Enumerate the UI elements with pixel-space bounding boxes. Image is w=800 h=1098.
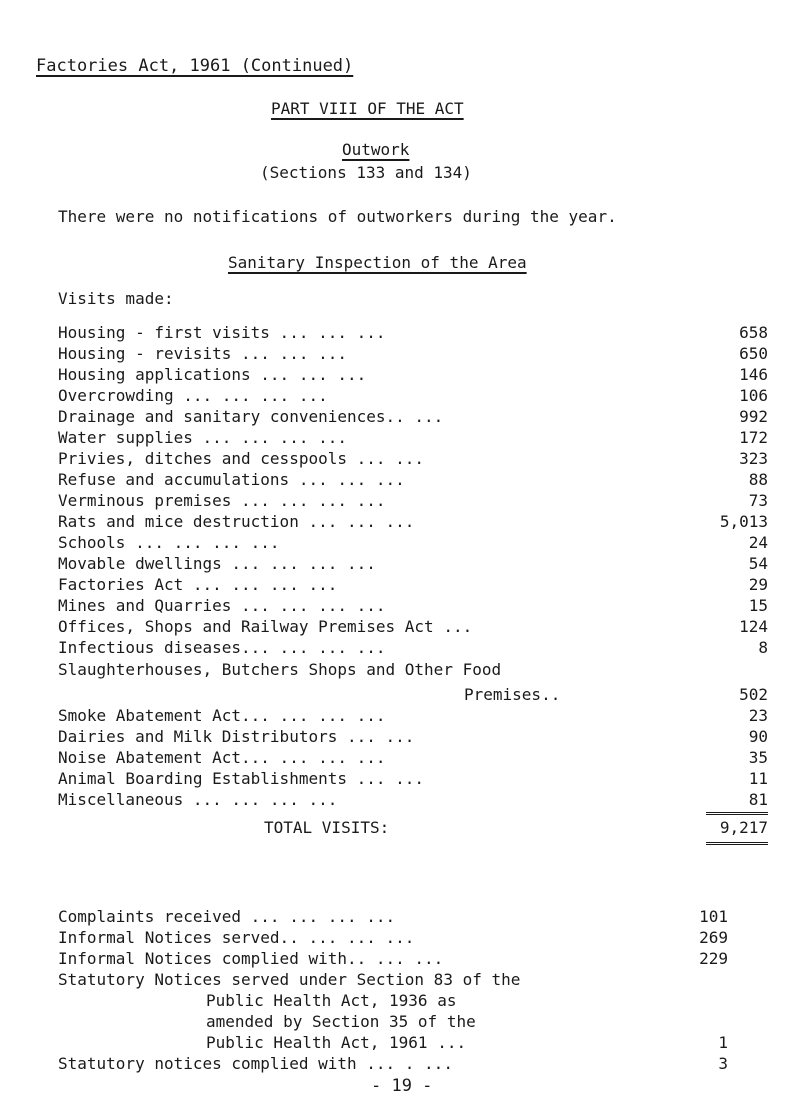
row-label: Noise Abatement Act... ... ... ...	[58, 748, 386, 767]
subtotal-rule	[706, 812, 768, 815]
table-row	[58, 706, 768, 728]
table-row	[58, 533, 768, 555]
row-value: 54	[748, 554, 768, 573]
informal-complied-label: Informal Notices complied with.. ... ...	[58, 949, 444, 968]
row-label: Rats and mice destruction ... ... ...	[58, 512, 415, 531]
section-reference: (Sections 133 and 134)	[260, 163, 472, 182]
row-value: 11	[748, 769, 768, 788]
table-row	[58, 491, 768, 513]
informal-served-label: Informal Notices served.. ... ... ...	[58, 928, 415, 947]
complaints-label: Complaints received ... ... ... ...	[58, 907, 396, 926]
list-item	[58, 907, 728, 929]
row-value: 81	[748, 790, 768, 809]
table-row	[58, 365, 768, 387]
table-row	[58, 575, 768, 597]
part-title: PART VIII OF THE ACT	[271, 99, 464, 118]
list-item	[58, 949, 728, 971]
row-value: 73	[748, 491, 768, 510]
row-value: 106	[739, 386, 768, 405]
informal-complied-value: 229	[699, 949, 728, 968]
row-label: Dairies and Milk Distributors ... ...	[58, 727, 415, 746]
row-label: Housing applications ... ... ...	[58, 365, 367, 384]
row-label: Schools ... ... ... ...	[58, 533, 280, 552]
table-row	[58, 428, 768, 450]
row-label: Animal Boarding Establishments ... ...	[58, 769, 425, 788]
total-label: TOTAL VISITS:	[264, 818, 390, 837]
visits-label: Visits made:	[58, 289, 174, 308]
table-row	[58, 323, 768, 345]
list-item	[58, 928, 728, 950]
total-row	[58, 818, 768, 840]
row-label: Privies, ditches and cesspools ... ...	[58, 449, 425, 468]
statutory-complied-value: 3	[718, 1054, 728, 1073]
row-value: 124	[739, 617, 768, 636]
row-label: Refuse and accumulations ... ... ...	[58, 470, 405, 489]
section-title: Outwork	[342, 140, 410, 159]
informal-served-value: 269	[699, 928, 728, 947]
statutory-line-3: amended by Section 35 of the	[206, 1012, 476, 1031]
row-value: 172	[739, 428, 768, 447]
list-item	[58, 1033, 728, 1055]
row-label: Factories Act ... ... ... ...	[58, 575, 338, 594]
row-value: 24	[748, 533, 768, 552]
row-label: Housing - revisits ... ... ...	[58, 344, 347, 363]
row-value: 992	[739, 407, 768, 426]
row-value: 90	[748, 727, 768, 746]
row-label: Housing - first visits ... ... ...	[58, 323, 386, 342]
row-label: Smoke Abatement Act... ... ... ...	[58, 706, 386, 725]
row-label: Drainage and sanitary conveniences.. ...	[58, 407, 444, 426]
table-row	[58, 386, 768, 408]
row-value: 23	[748, 706, 768, 725]
row-value: 502	[739, 685, 768, 704]
table-row	[58, 554, 768, 576]
slaughter-label-line2: Premises..	[464, 685, 561, 704]
complaints-value: 101	[699, 907, 728, 926]
statutory-line-4: Public Health Act, 1961 ...	[206, 1033, 467, 1052]
statutory-value: 1	[718, 1033, 728, 1052]
table-row	[58, 512, 768, 534]
total-value: 9,217	[719, 818, 768, 837]
table-row	[58, 727, 768, 749]
row-label: Movable dwellings ... ... ... ...	[58, 554, 376, 573]
row-value: 650	[739, 344, 768, 363]
row-value: 15	[748, 596, 768, 615]
table-row	[58, 407, 768, 429]
table-row	[58, 470, 768, 492]
table-row	[58, 617, 768, 639]
row-value: 658	[739, 323, 768, 342]
table-row	[58, 638, 768, 660]
row-label: Mines and Quarries ... ... ... ...	[58, 596, 386, 615]
row-label: Verminous premises ... ... ... ...	[58, 491, 386, 510]
row-value: 8	[758, 638, 768, 657]
table-row	[58, 748, 768, 770]
row-label: Water supplies ... ... ... ...	[58, 428, 347, 447]
row-label: Offices, Shops and Railway Premises Act ...	[58, 617, 473, 636]
statutory-line-2: Public Health Act, 1936 as	[206, 991, 457, 1010]
row-label: Infectious diseases... ... ... ...	[58, 638, 386, 657]
slaughter-label-line1: Slaughterhouses, Butchers Shops and Other Food	[58, 660, 502, 679]
table-row	[58, 344, 768, 366]
row-label: Overcrowding ... ... ... ...	[58, 386, 328, 405]
table-row	[58, 685, 768, 707]
row-value: 29	[748, 575, 768, 594]
statutory-complied-label: Statutory notices complied with ... . ...	[58, 1054, 453, 1073]
row-value: 35	[748, 748, 768, 767]
total-rule	[706, 842, 768, 845]
row-value: 146	[739, 365, 768, 384]
outworkers-statement: There were no notifications of outworkers during the year.	[58, 207, 617, 226]
page-number: - 19 -	[371, 1076, 433, 1096]
statutory-line-1: Statutory Notices served under Section 83 of the	[58, 970, 521, 989]
table-row	[58, 449, 768, 471]
table-row	[58, 596, 768, 618]
row-value: 88	[748, 470, 768, 489]
table-row	[58, 790, 768, 812]
list-item	[58, 1054, 728, 1076]
row-value: 323	[739, 449, 768, 468]
table-row	[58, 769, 768, 791]
row-value: 5,013	[719, 512, 768, 531]
running-title: Factories Act, 1961 (Continued)	[36, 56, 354, 76]
sanitary-heading: Sanitary Inspection of the Area	[228, 253, 527, 272]
row-label: Miscellaneous ... ... ... ...	[58, 790, 338, 809]
